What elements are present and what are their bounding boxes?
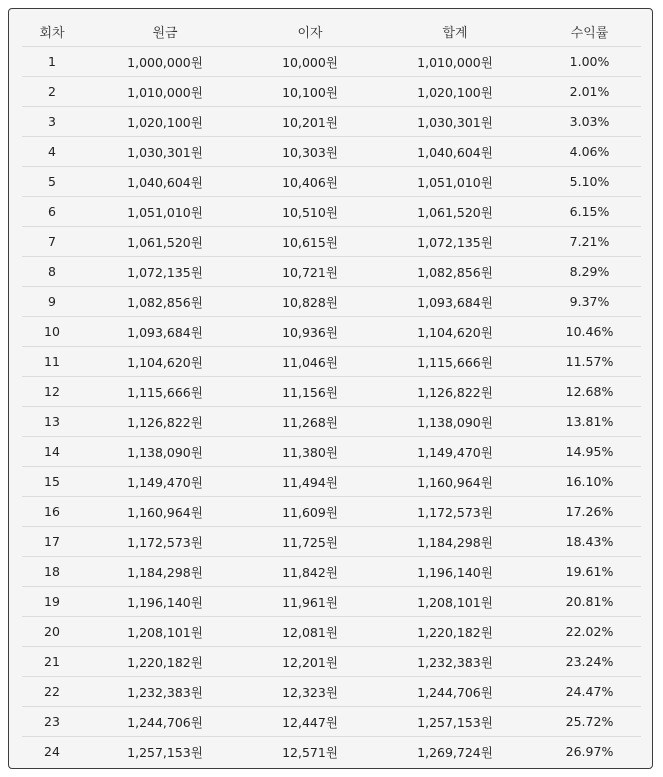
cell-interest: 12,447원 — [248, 707, 372, 737]
cell-round: 4 — [22, 137, 82, 167]
cell-principal: 1,020,100원 — [82, 107, 248, 137]
table-row — [22, 557, 641, 587]
table-row — [22, 677, 641, 707]
cell-total: 1,040,604원 — [372, 137, 538, 167]
cell-principal: 1,138,090원 — [82, 437, 248, 467]
table-row — [22, 587, 641, 617]
cell-round: 11 — [22, 347, 82, 377]
cell-interest: 11,268원 — [248, 407, 372, 437]
table-row — [22, 197, 641, 227]
table-row — [22, 107, 641, 137]
cell-round: 12 — [22, 377, 82, 407]
cell-principal: 1,061,520원 — [82, 227, 248, 257]
cell-interest: 10,936원 — [248, 317, 372, 347]
cell-interest: 12,081원 — [248, 617, 372, 647]
table-row — [22, 707, 641, 737]
cell-total: 1,244,706원 — [372, 677, 538, 707]
cell-principal: 1,184,298원 — [82, 557, 248, 587]
cell-return-rate: 5.10% — [538, 167, 641, 197]
compound-interest-table — [22, 16, 641, 766]
table-row — [22, 227, 641, 257]
cell-total: 1,160,964원 — [372, 467, 538, 497]
cell-principal: 1,220,182원 — [82, 647, 248, 677]
cell-round: 24 — [44, 744, 60, 759]
cell-return-rate: 12.68% — [538, 377, 641, 407]
cell-total: 1,232,383원 — [372, 647, 538, 677]
cell-total: 1,220,182원 — [372, 617, 538, 647]
cell-principal: 1,000,000원 — [82, 47, 248, 77]
cell-round: 9 — [22, 287, 82, 317]
cell-principal: 1,149,470원 — [82, 467, 248, 497]
table-header-row — [22, 16, 641, 47]
cell-principal: 1,030,301원 — [82, 137, 248, 167]
cell-interest: 12,201원 — [248, 647, 372, 677]
cell-total: 1,172,573원 — [372, 497, 538, 527]
cell-return-rate: 10.46% — [538, 317, 641, 347]
cell-total: 1,269,724원 — [417, 744, 493, 760]
table-row — [22, 137, 641, 167]
table-row — [22, 437, 641, 467]
cell-return-rate: 7.21% — [538, 227, 641, 257]
header-round: 회차 — [22, 16, 82, 47]
table-body — [22, 47, 641, 767]
cell-total: 1,104,620원 — [372, 317, 538, 347]
cell-interest: 11,156원 — [248, 377, 372, 407]
cell-round: 19 — [22, 587, 82, 617]
cell-total: 1,051,010원 — [372, 167, 538, 197]
cell-principal: 1,093,684원 — [82, 317, 248, 347]
cell-principal: 1,196,140원 — [82, 587, 248, 617]
cell-total: 1,061,520원 — [372, 197, 538, 227]
cell-return-rate: 8.29% — [538, 257, 641, 287]
header-total: 합계 — [372, 16, 538, 47]
cell-interest: 11,380원 — [248, 437, 372, 467]
table-row — [22, 47, 641, 77]
cell-return-rate: 1.00% — [538, 47, 641, 77]
table-row — [22, 527, 641, 557]
cell-total: 1,082,856원 — [372, 257, 538, 287]
cell-round: 2 — [22, 77, 82, 107]
cell-total: 1,093,684원 — [372, 287, 538, 317]
cell-return-rate: 26.97% — [565, 744, 614, 759]
cell-principal: 1,160,964원 — [82, 497, 248, 527]
cell-interest: 10,406원 — [248, 167, 372, 197]
cell-principal: 1,257,153원 — [127, 744, 203, 760]
cell-principal: 1,172,573원 — [82, 527, 248, 557]
cell-return-rate: 6.15% — [538, 197, 641, 227]
cell-interest: 12,571원 — [282, 744, 338, 760]
cell-total: 1,020,100원 — [372, 77, 538, 107]
cell-return-rate: 23.24% — [538, 647, 641, 677]
cell-total: 1,184,298원 — [372, 527, 538, 557]
table-row — [22, 377, 641, 407]
table-row — [22, 617, 641, 647]
cell-return-rate: 22.02% — [538, 617, 641, 647]
cell-interest: 12,323원 — [248, 677, 372, 707]
cell-round: 1 — [22, 47, 82, 77]
cell-round: 7 — [22, 227, 82, 257]
cell-principal: 1,232,383원 — [82, 677, 248, 707]
cell-interest: 10,828원 — [248, 287, 372, 317]
cell-return-rate: 2.01% — [538, 77, 641, 107]
cell-return-rate: 17.26% — [538, 497, 641, 527]
cell-total: 1,126,822원 — [372, 377, 538, 407]
cell-interest: 11,725원 — [248, 527, 372, 557]
cell-round: 14 — [22, 437, 82, 467]
cell-return-rate: 24.47% — [538, 677, 641, 707]
results-panel — [8, 8, 653, 769]
cell-round: 6 — [22, 197, 82, 227]
cell-return-rate: 14.95% — [538, 437, 641, 467]
cell-round: 3 — [22, 107, 82, 137]
cell-interest: 11,046원 — [248, 347, 372, 377]
cell-principal: 1,244,706원 — [82, 707, 248, 737]
table-row — [22, 647, 641, 677]
table-row — [22, 737, 641, 767]
table-row — [22, 347, 641, 377]
header-principal: 원금 — [82, 16, 248, 47]
cell-interest: 11,609원 — [248, 497, 372, 527]
cell-interest: 10,510원 — [248, 197, 372, 227]
cell-principal: 1,010,000원 — [82, 77, 248, 107]
table-row — [22, 287, 641, 317]
cell-total: 1,196,140원 — [372, 557, 538, 587]
cell-return-rate: 13.81% — [538, 407, 641, 437]
cell-interest: 10,201원 — [248, 107, 372, 137]
cell-total: 1,138,090원 — [372, 407, 538, 437]
cell-round: 18 — [22, 557, 82, 587]
cell-interest: 11,494원 — [248, 467, 372, 497]
cell-round: 16 — [22, 497, 82, 527]
cell-round: 20 — [22, 617, 82, 647]
cell-return-rate: 16.10% — [538, 467, 641, 497]
cell-total: 1,030,301원 — [372, 107, 538, 137]
cell-return-rate: 4.06% — [538, 137, 641, 167]
cell-return-rate: 9.37% — [538, 287, 641, 317]
cell-return-rate: 20.81% — [538, 587, 641, 617]
cell-total: 1,115,666원 — [372, 347, 538, 377]
header-interest: 이자 — [248, 16, 372, 47]
header-return-rate: 수익률 — [538, 16, 641, 47]
cell-principal: 1,072,135원 — [82, 257, 248, 287]
cell-interest: 11,961원 — [248, 587, 372, 617]
cell-round: 5 — [22, 167, 82, 197]
cell-round: 13 — [22, 407, 82, 437]
table-row — [22, 467, 641, 497]
cell-principal: 1,104,620원 — [82, 347, 248, 377]
cell-total: 1,072,135원 — [372, 227, 538, 257]
cell-round: 8 — [22, 257, 82, 287]
table-row — [22, 317, 641, 347]
cell-principal: 1,115,666원 — [82, 377, 248, 407]
cell-principal: 1,051,010원 — [82, 197, 248, 227]
table-row — [22, 77, 641, 107]
cell-return-rate: 19.61% — [538, 557, 641, 587]
cell-principal: 1,208,101원 — [82, 617, 248, 647]
cell-principal: 1,082,856원 — [82, 287, 248, 317]
cell-round: 15 — [22, 467, 82, 497]
table-row — [22, 407, 641, 437]
cell-principal: 1,040,604원 — [82, 167, 248, 197]
cell-interest: 10,100원 — [248, 77, 372, 107]
cell-principal: 1,126,822원 — [82, 407, 248, 437]
cell-interest: 10,721원 — [248, 257, 372, 287]
cell-return-rate: 11.57% — [538, 347, 641, 377]
table-row — [22, 167, 641, 197]
cell-interest: 11,842원 — [248, 557, 372, 587]
table-row — [22, 497, 641, 527]
cell-return-rate: 25.72% — [538, 707, 641, 737]
cell-interest: 10,000원 — [248, 47, 372, 77]
cell-round: 22 — [22, 677, 82, 707]
cell-return-rate: 18.43% — [538, 527, 641, 557]
cell-total: 1,257,153원 — [372, 707, 538, 737]
cell-interest: 10,303원 — [248, 137, 372, 167]
cell-total: 1,010,000원 — [372, 47, 538, 77]
cell-total: 1,208,101원 — [372, 587, 538, 617]
cell-round: 10 — [22, 317, 82, 347]
cell-return-rate: 3.03% — [538, 107, 641, 137]
cell-round: 17 — [22, 527, 82, 557]
cell-round: 23 — [22, 707, 82, 737]
table-row — [22, 257, 641, 287]
cell-total: 1,149,470원 — [372, 437, 538, 467]
cell-round: 21 — [22, 647, 82, 677]
cell-interest: 10,615원 — [248, 227, 372, 257]
